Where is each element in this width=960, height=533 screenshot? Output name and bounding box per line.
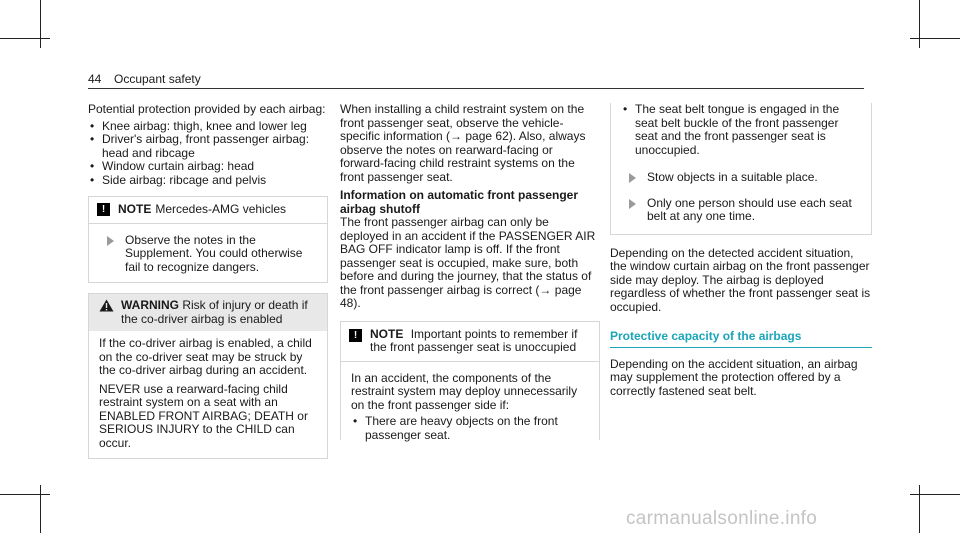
section-heading: Protective capacity of the airbags [610, 330, 872, 348]
section-title: Occupant safety [114, 72, 201, 86]
step-item [99, 234, 317, 275]
warning-box [88, 293, 328, 459]
watermark: carmanualsonline.info [626, 508, 818, 529]
body-paragraph: Depending on the accident situation, an airbag may supplement the protection offered by a correctly fastened seat belt. [610, 356, 858, 398]
list-item: • Driver's airbag, front passenger airbag: head and ribcage [88, 133, 328, 160]
note-continuation [610, 103, 872, 235]
crop-mark [0, 38, 50, 39]
airbag-protection-list [88, 120, 328, 188]
note-text: In an accident, the components of the restraint system may deploy unnecessarily on the front passenger side if: [351, 370, 578, 412]
column-2 [340, 103, 600, 440]
note-keyword: NOTE [118, 202, 152, 216]
list-item: • Side airbag: ribcage and pelvis [88, 174, 328, 188]
step-text: Observe the notes in the Supplement. You could otherwise fail to recognize dangers. [125, 232, 303, 274]
note-box-amg [88, 196, 328, 283]
column-3 [610, 103, 872, 398]
body-paragraph: The front passenger airbag can only be deployed in an accident if the PASSENGER AIR BAG OFF indicator lamp is off. If the front passenger seat is occupied, make sure, both before and during the journey, that the status of the front passenger airbag is correct (→ page 48). [340, 215, 596, 310]
note-body [341, 362, 599, 451]
warning-paragraph: NEVER use a rearward-facing child restraint system on a seat with an ENABLED FRONT AIRBAG; DEATH or SERIOUS INJURY to the CHILD can occur. [99, 381, 308, 450]
page-number: 44 [88, 72, 102, 86]
warning-triangle-icon [99, 299, 115, 326]
step-item [621, 171, 861, 185]
subheading: Information on automatic front passenger airbag shutoff [340, 188, 579, 216]
warning-title: Risk of injury or death if the co-driver airbag is enabled [121, 298, 308, 326]
intro-text: Potential protection provided by each airbag: [88, 102, 326, 116]
note-title: Important points to remember if the front passenger seat is unoccupied [370, 326, 578, 354]
arrow-right-icon [629, 199, 636, 209]
note-box-unoccupied [340, 321, 600, 440]
note-header [341, 322, 599, 362]
crop-mark [0, 494, 50, 495]
list-item: • Knee airbag: thigh, knee and lower leg [88, 120, 328, 134]
exclamation-icon: ! [97, 203, 110, 216]
crop-mark [40, 0, 41, 48]
crop-mark [40, 485, 41, 533]
body-paragraph: Depending on the detected accident situation, the window curtain airbag on the front passenger side may deploy. The airbag is deployed regardless of whether the front passenger seat is occupied. [610, 245, 871, 314]
list-item: • There are heavy objects on the front passenger seat. [351, 415, 589, 442]
list-item: • Window curtain airbag: head [88, 160, 328, 174]
note-body [89, 224, 327, 283]
note-title: Mercedes-AMG vehicles [155, 202, 287, 216]
step-text: Only one person should use each seat belt at any one time. [647, 195, 852, 223]
body-paragraph: When installing a child restraint system on the front passenger seat, observe the vehicle-specific information (→ page 62). Also, always observe the notes on rearward-facing or forward-facing child restraint systems on the front passenger seat. [340, 102, 586, 184]
warning-paragraph: If the co-driver airbag is enabled, a child on the co-driver seat may be struck by the co-driver airbag during an accident. [99, 336, 312, 377]
arrow-right-icon [629, 173, 636, 183]
note-list [351, 415, 589, 442]
warning-body [89, 331, 327, 458]
note-header [89, 197, 327, 224]
crop-mark [910, 38, 960, 39]
exclamation-icon: ! [349, 329, 362, 342]
column-1 [88, 103, 328, 459]
step-text: Stow objects in a suitable place. [647, 170, 818, 184]
arrow-right-icon [107, 236, 114, 246]
crop-mark [919, 0, 920, 48]
warning-header [89, 294, 327, 331]
note-list [621, 103, 861, 157]
warning-keyword: WARNING [121, 298, 179, 312]
crop-mark [910, 494, 960, 495]
header-rule [88, 88, 864, 89]
list-item: • The seat belt tongue is engaged in the seat belt buckle of the front passenger seat and the front passenger seat is unoccupied. [621, 103, 861, 157]
step-item [621, 197, 861, 224]
crop-mark [919, 485, 920, 533]
note-keyword: NOTE [370, 326, 404, 341]
